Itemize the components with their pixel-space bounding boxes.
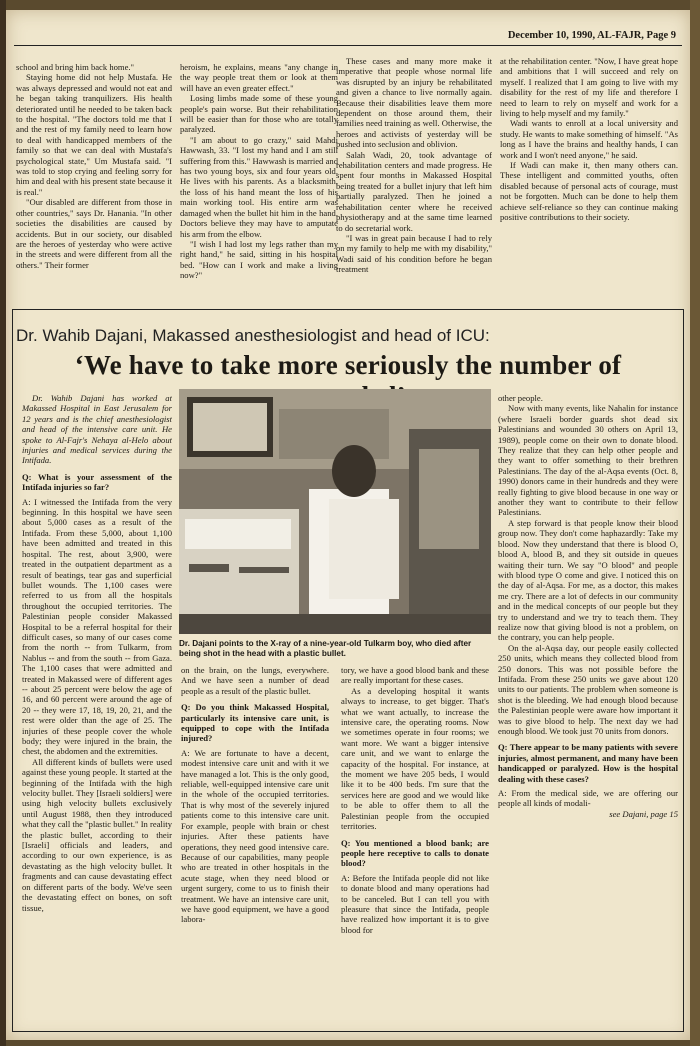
interview-question: Q: What is your assessment of the Intifada injuries so far? [22, 471, 172, 493]
paragraph: These cases and many more make it imperative that people whose normal life was disrupted by an injury be rehabilitated and given a chance to live normally again. Because their disabilities leave them more dependent on those around them, their families need training as well. Otherwise, the heroes and activists of yesterday will be pushed into seclusion and oblivion. [336, 56, 492, 150]
paragraph: "I wish I had lost my legs rather than my right hand," he said, sitting in his hospital bed. "How can I work and make a living now?" [180, 238, 338, 281]
top-column-1 [16, 62, 172, 294]
photo-image [179, 389, 491, 634]
interview-column-1 [22, 393, 172, 1027]
paragraph: "I was in great pain because I had to rely on my family to help me with my disability," Wadi said of his condition before he began treatment [336, 232, 492, 275]
paragraph: on the brain, on the lungs, everywhere. And we have seen a number of dead people as a result of the plastic bullet. [181, 665, 329, 696]
photo-caption: Dr. Dajani points to the X-ray of a nine-year-old Tulkarm boy, who died after being shot in the head with a plastic bullet. [179, 639, 472, 658]
paragraph: Losing limbs made some of these young people's pain worse. But their rehabilitation will be easier than for those who are totally paralyzed. [180, 93, 338, 135]
interview-question: Q: There appear to be many patients with severe injuries, almost permanent, and many have been handicapped or paralyzed. How is the hospital dealing with these cases? [498, 742, 678, 784]
paragraph: If Wadi can make it, then many others can. These intelligent and committed youths, often disabled because of personal acts of courage, must not be forgotten. Much can be done to help them achieve self-reliance so they can continue making positive contributions to their society. [500, 160, 678, 223]
paragraph: school and bring him back home." [16, 62, 135, 72]
paragraph: other people. [498, 393, 543, 403]
top-column-4 [500, 56, 678, 294]
paragraph: A step forward is that people know their blood group now. They don't come haphazardly: Take my blood. Now they understand that there is blood O, blood A, blood B, and they sit outside in queues waiting their turn. We say "O blood" and people with blood type O come and give. I noticed this on the day of al-Aqsa. For me, as a doctor, this makes me cry. There are a lot of defects in our community and in the medical concepts of our people but they try to understand and we try to teach them. They realize now that giving blood is not a problem, on the contrary, you can help people. [498, 517, 678, 643]
paragraph: tory, we have a good blood bank and these are really important for these cases. [341, 665, 489, 686]
header-rule [14, 45, 682, 46]
paragraph: Wadi wants to enroll at a local university and study. He wants to make something of himself. "As long as I have the brains and healthy hands, I can work and I won't need anyone," he said. [500, 118, 678, 160]
photo-dajani-xray [179, 389, 491, 634]
page-edge [690, 0, 700, 1046]
paragraph: Staying home did not help Mustafa. He was always depressed and would not eat and he began taking tranquilizers. His health deteriorated until he needed to be taken back to the hospital. "The doctors told me that I and the rest of my family need to learn how to deal with handicapped members of the family so that we can deal with Mustafa's psychological state," Um Mustafa said. "I was told to stop crying and feeling sorry for him and deal with his present state because it is real." [16, 72, 172, 197]
interview-intro: Dr. Wahib Dajani has worked at Makassed Hospital in East Jerusalem for 12 years and is the chief anesthesiologist and head of the intensive care unit. He spoke to Al-Fajr's Nehaya al-Helo about injuries and medical services during the Intifada. [22, 393, 172, 466]
paragraph: heroism, he explains, means "any change in the way people treat them or look at them will have an even greater effect." [180, 62, 338, 93]
top-column-3 [336, 56, 492, 294]
interview-question: Q: Do you think Makassed Hospital, particularly its intensive care unit, is equipped to cope with the Intifada injured? [181, 702, 329, 744]
paragraph: A: We are fortunate to have a decent, modest intensive care unit and with it we have managed a lot. This is the only good, reliable, well-equipped intensive care unit in the whole of the occupied territories. That is why most of the severely injured patients come to this intensive care unit. For example, people with brain or chest injuries. After these patients have operations, they need good intensive care. Because of our capabilities, many people who are treated in other hospitals in the acute stage, when they need blood or urgent surgery, come to us to finish their treatment. We have an intensive care unit, we have good equipment, we have a good labora- [181, 747, 329, 925]
top-column-2 [180, 62, 338, 294]
paragraph: "I am about to go crazy," said Mahdi Hawwash, 33. "I lost my hand and I am still suffering from this." Hawwash is married and has two young boys, six and four years old. He lives with his parents. As a blacksmith, the loss of his hand meant the loss of his main working tool. His entire arm was damaged when the bullet hit him in the hand. Doctors believe they may have to amputate his arm from the elbow. [180, 134, 338, 239]
interview-column-3 [341, 665, 489, 1025]
paragraph: Salah Wadi, 20, took advantage of rehabilitation centers and made progress. He spent four months in Makassed Hospital being treated for a bullet injury that left him partially paralyzed. Then he joined a rehabilitation center where he received physiotherapy and at the same time learned to do secretarial work. [336, 149, 492, 233]
paragraph: As a developing hospital it wants always to increase, to get bigger. That's what we want actually, to increase the intensive care, the operating rooms. Now we sometimes operate in four rooms; we want more. We want a bigger intensive care unit, and we want to enlarge the capacity of the hospital. For instance, at the moment we have 205 beds, I would like it to be 400 beds. I'm sure that the services here are good and we would like to be able to offer them to all the Palestinian people from the occupied territories. [341, 685, 489, 832]
paragraph: A: I witnessed the Intifada from the very beginning. In this hospital we have seen about 5,000 cases as a result of the Intifada. From these 5,000, about 1,100 have been admitted and treated in this hospital. The rest, about 3,900, were treated in the outpatient department as a result of beatings, tear gas and superficial bullet wounds. The 1,100 cases were referred to us from all the hospitals throughout the occupied territories. The Palestinian people consider Makassed Hospital to be a referral hospital for their difficult cases, so many of our cases come from the north -- from Tulkarm, from Nablus -- and from the south -- from Gaza. The 1,100 cases that were admitted and treated in Makassed were of different ages -- about 25 percent were below the age of 16, and 60 percent were around the age of 20 -- they were 17, 18, 19, 20, 21, and the rest were older than the age of 25. The injuries of these people cover the whole body; they were injured in the brain, the chest, the abdomen and the extremities. [22, 496, 172, 757]
interview-column-4 [498, 393, 678, 1025]
paragraph: "Our disabled are different from those in other countries," says Dr. Hanania. "In other societies the disabilities are caused by accidents. But in our society, our disabled are the heroes of yesterday who were active in the streets and were different from all the others." Their former [16, 197, 172, 270]
interview-column-2 [181, 665, 329, 1025]
paragraph: A: Before the Intifada people did not like to donate blood and many operations had to be canceled. But I can tell you with pleasure that since the Intifada, people have realized how important it is to give blood for [341, 872, 489, 935]
paragraph: On the al-Aqsa day, our people easily collected 250 units, which means they collected blood from 250 donors. This was not possible before the Intifada. From these 250 units we gave about 120 units to our patients. The problem when someone is shot is the bleeding. We had enough blood because the Palestinian people were aware how important it was to give blood to help. The next day we had enough blood. We took just 70 units from donors. [498, 642, 678, 736]
paragraph: at the rehabilitation center. "Now, I have great hope and ambitions that I will succeed and rely on myself. I realized that I am going to live with my disability for the rest of my life and therefore I need to learn to rely on myself and work for a living to help myself and my family." [500, 56, 678, 119]
running-head: December 10, 1990, AL-FAJR, Page 9 [507, 30, 676, 41]
paragraph: All different kinds of bullets were used against these young people. It started at the beginning of the Intifada with the high velocity bullet. They [Israeli soldiers] were using high velocity bullets exclusively until August 1988, then they introduced what they call the "plastic bullet." In reality the plastic bullet, according to their [Israeli] officials and leaders, and according to our own experience, is as devastating as the high velocity bullet. It fragments and can cause devastating effect on different parts of the body. We've seen the devastating effect on bones, on soft tissue, [22, 756, 172, 913]
paragraph: A: From the medical side, we are offering our people all kinds of modali- [498, 788, 678, 809]
interview-kicker: Dr. Wahib Dajani, Makassed anesthesiologist and head of ICU: [16, 326, 490, 345]
newspaper-page [6, 10, 690, 1040]
interview-question: Q: You mentioned a blood bank; are people here receptive to calls to donate blood? [341, 837, 489, 869]
continued-jump-line: see Dajani, page 15 [609, 808, 678, 819]
paragraph: Now with many events, like Nahalin for instance (where Israeli border guards shot dead six Palestinians and wounded 30 others on April 13, 1989), people come on their own to donate blood. They realize that they can help other people and they want to offer something to their brethren Palestinians. The day of the al-Aqsa events (Oct. 8, 1990) donors came in their hundreds and they were really fighting to give blood because in one way or another they want to contribute to their fellow Palestinians. [498, 403, 678, 518]
interview-headline: ‘We have to take more seriously the number of [74, 350, 622, 380]
